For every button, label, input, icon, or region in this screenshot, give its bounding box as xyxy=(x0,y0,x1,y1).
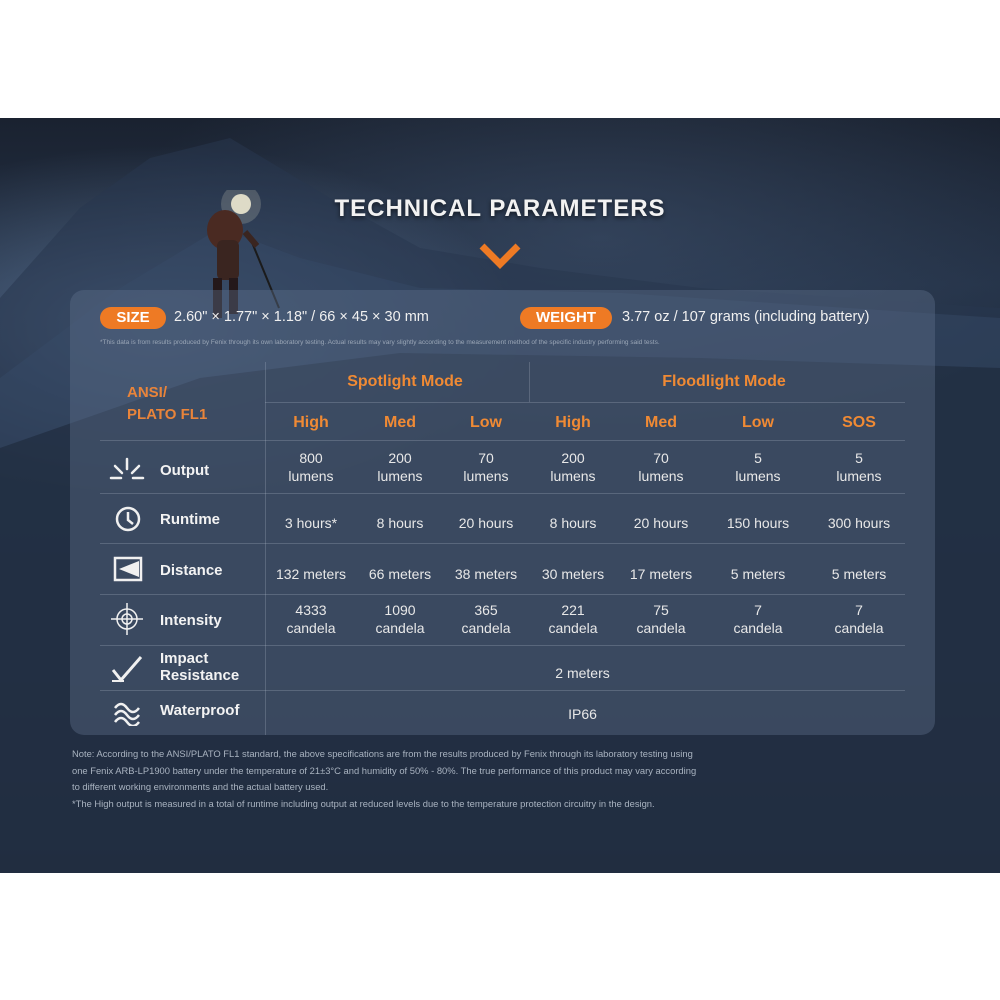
cell-unit: lumens xyxy=(550,468,596,484)
group-floodlight: Floodlight Mode xyxy=(662,373,786,390)
weight-value: 3.77 oz / 107 grams (including battery) xyxy=(622,309,870,325)
cell-unit: candela xyxy=(834,620,884,636)
row-label-intensity: Intensity xyxy=(160,612,222,629)
table-cell xyxy=(714,601,802,637)
table-cell: 132 meters xyxy=(275,566,347,582)
note-line: one Fenix ARB-LP1900 battery under the temperature of 21±3°C and humidity of 50% - 80%. The true performance of this product may vary according xyxy=(72,764,697,776)
cell-unit: lumens xyxy=(836,468,882,484)
cell-value: 75 xyxy=(653,602,669,618)
row-label-runtime: Runtime xyxy=(160,511,220,528)
row-label-impact-resistance xyxy=(160,650,239,684)
grid-line xyxy=(100,645,905,646)
beam-distance-icon xyxy=(113,556,143,582)
burst-icon xyxy=(107,456,149,484)
grid-line xyxy=(100,543,905,544)
table-cell: 300 hours xyxy=(827,515,891,531)
cell-unit: lumens xyxy=(638,468,684,484)
footnote xyxy=(72,746,932,812)
cell-value: 5 xyxy=(754,450,762,466)
mode-header: Low xyxy=(742,414,774,431)
table-cell: 3 hours* xyxy=(284,515,338,531)
cell-unit: candela xyxy=(286,620,336,636)
table-cell xyxy=(815,601,903,637)
table-cell: 8 hours xyxy=(376,515,424,531)
standard-label-line1: ANSI/ xyxy=(127,384,168,401)
table-cell: 2 meters xyxy=(555,665,610,681)
mode-header: Low xyxy=(470,414,502,431)
note-line: *The High output is measured in a total of runtime including output at reduced levels due to the temperature protection circuitry in the design. xyxy=(72,797,655,809)
grid-line xyxy=(100,594,905,595)
cell-value: 221 xyxy=(561,602,585,618)
cell-value: 4333 xyxy=(295,602,327,618)
cell-unit: candela xyxy=(461,620,511,636)
table-cell xyxy=(617,449,705,485)
crosshair-icon xyxy=(110,602,144,636)
cell-value: 70 xyxy=(653,450,669,466)
table-cell: 8 hours xyxy=(549,515,597,531)
cell-value: 5 xyxy=(855,450,863,466)
weight-badge: WEIGHT xyxy=(520,307,612,329)
size-badge: SIZE xyxy=(100,307,166,329)
table-cell xyxy=(442,601,530,637)
clock-icon xyxy=(114,505,142,533)
cell-unit: candela xyxy=(375,620,425,636)
table-cell: 38 meters xyxy=(454,566,518,582)
cell-value: 7 xyxy=(754,602,762,618)
cell-unit: candela xyxy=(636,620,686,636)
cell-value: 200 xyxy=(561,450,585,466)
cell-value: 365 xyxy=(474,602,498,618)
table-cell xyxy=(714,449,802,485)
cell-value: 70 xyxy=(478,450,494,466)
size-value: 2.60" × 1.77" × 1.18" / 66 × 45 × 30 mm xyxy=(174,309,429,325)
table-cell: 30 meters xyxy=(541,566,605,582)
table-cell: 66 meters xyxy=(368,566,432,582)
cell-unit: lumens xyxy=(377,468,423,484)
table-cell xyxy=(267,601,355,637)
grid-line xyxy=(529,362,530,402)
disclaimer: *This data is from results produced by Fenix through its own laboratory testing. Actual results may vary slightly according to the measurement method of the specific industry performing said tests. xyxy=(100,339,660,346)
grid-line xyxy=(100,690,905,691)
mode-header: Med xyxy=(645,414,677,431)
cell-unit: lumens xyxy=(288,468,334,484)
table-cell: 5 meters xyxy=(730,566,786,582)
cell-value: 1090 xyxy=(384,602,416,618)
cell-value: 800 xyxy=(299,450,323,466)
table-cell xyxy=(356,601,444,637)
table-cell: 17 meters xyxy=(629,566,693,582)
row-label-distance: Distance xyxy=(160,562,223,579)
page-title: TECHNICAL PARAMETERS xyxy=(334,195,666,222)
table-cell: 5 meters xyxy=(831,566,887,582)
chevron-down-icon xyxy=(478,242,522,270)
table-cell: 20 hours xyxy=(458,515,514,531)
standard-label-line2: PLATO FL1 xyxy=(127,406,208,423)
note-line: to different working environments and the actual battery used. xyxy=(72,781,329,792)
table-cell xyxy=(815,449,903,485)
impact-check-icon xyxy=(110,654,144,684)
row-label-line1: Impact xyxy=(160,650,209,667)
table-cell: IP66 xyxy=(568,706,597,722)
cell-unit: lumens xyxy=(735,468,781,484)
grid-line xyxy=(100,493,905,494)
mode-header: Med xyxy=(384,414,416,431)
table-cell xyxy=(356,449,444,485)
cell-unit: candela xyxy=(733,620,783,636)
water-drops-icon xyxy=(112,698,144,726)
mode-header: SOS xyxy=(842,414,876,431)
group-spotlight: Spotlight Mode xyxy=(347,373,463,390)
row-label-output: Output xyxy=(160,462,210,479)
mode-header: High xyxy=(293,414,329,431)
mode-header: High xyxy=(555,414,591,431)
table-cell xyxy=(529,601,617,637)
cell-value: 200 xyxy=(388,450,412,466)
cell-unit: candela xyxy=(548,620,598,636)
note-line: Note: According to the ANSI/PLATO FL1 standard, the above specifications are from the results produced by Fenix through its laboratory testing using xyxy=(72,748,693,759)
cell-value: 7 xyxy=(855,602,863,618)
row-label-line2: Resistance xyxy=(160,667,240,684)
table-cell xyxy=(442,449,530,485)
table-cell xyxy=(617,601,705,637)
hero-banner xyxy=(0,118,1000,873)
grid-line xyxy=(265,402,905,403)
standard-label xyxy=(127,382,207,426)
table-cell xyxy=(267,449,355,485)
table-cell: 20 hours xyxy=(633,515,689,531)
row-label-waterproof: Waterproof xyxy=(160,702,240,719)
table-cell xyxy=(529,449,617,485)
grid-line xyxy=(100,440,905,441)
table-cell: 150 hours xyxy=(726,515,790,531)
cell-unit: lumens xyxy=(463,468,509,484)
